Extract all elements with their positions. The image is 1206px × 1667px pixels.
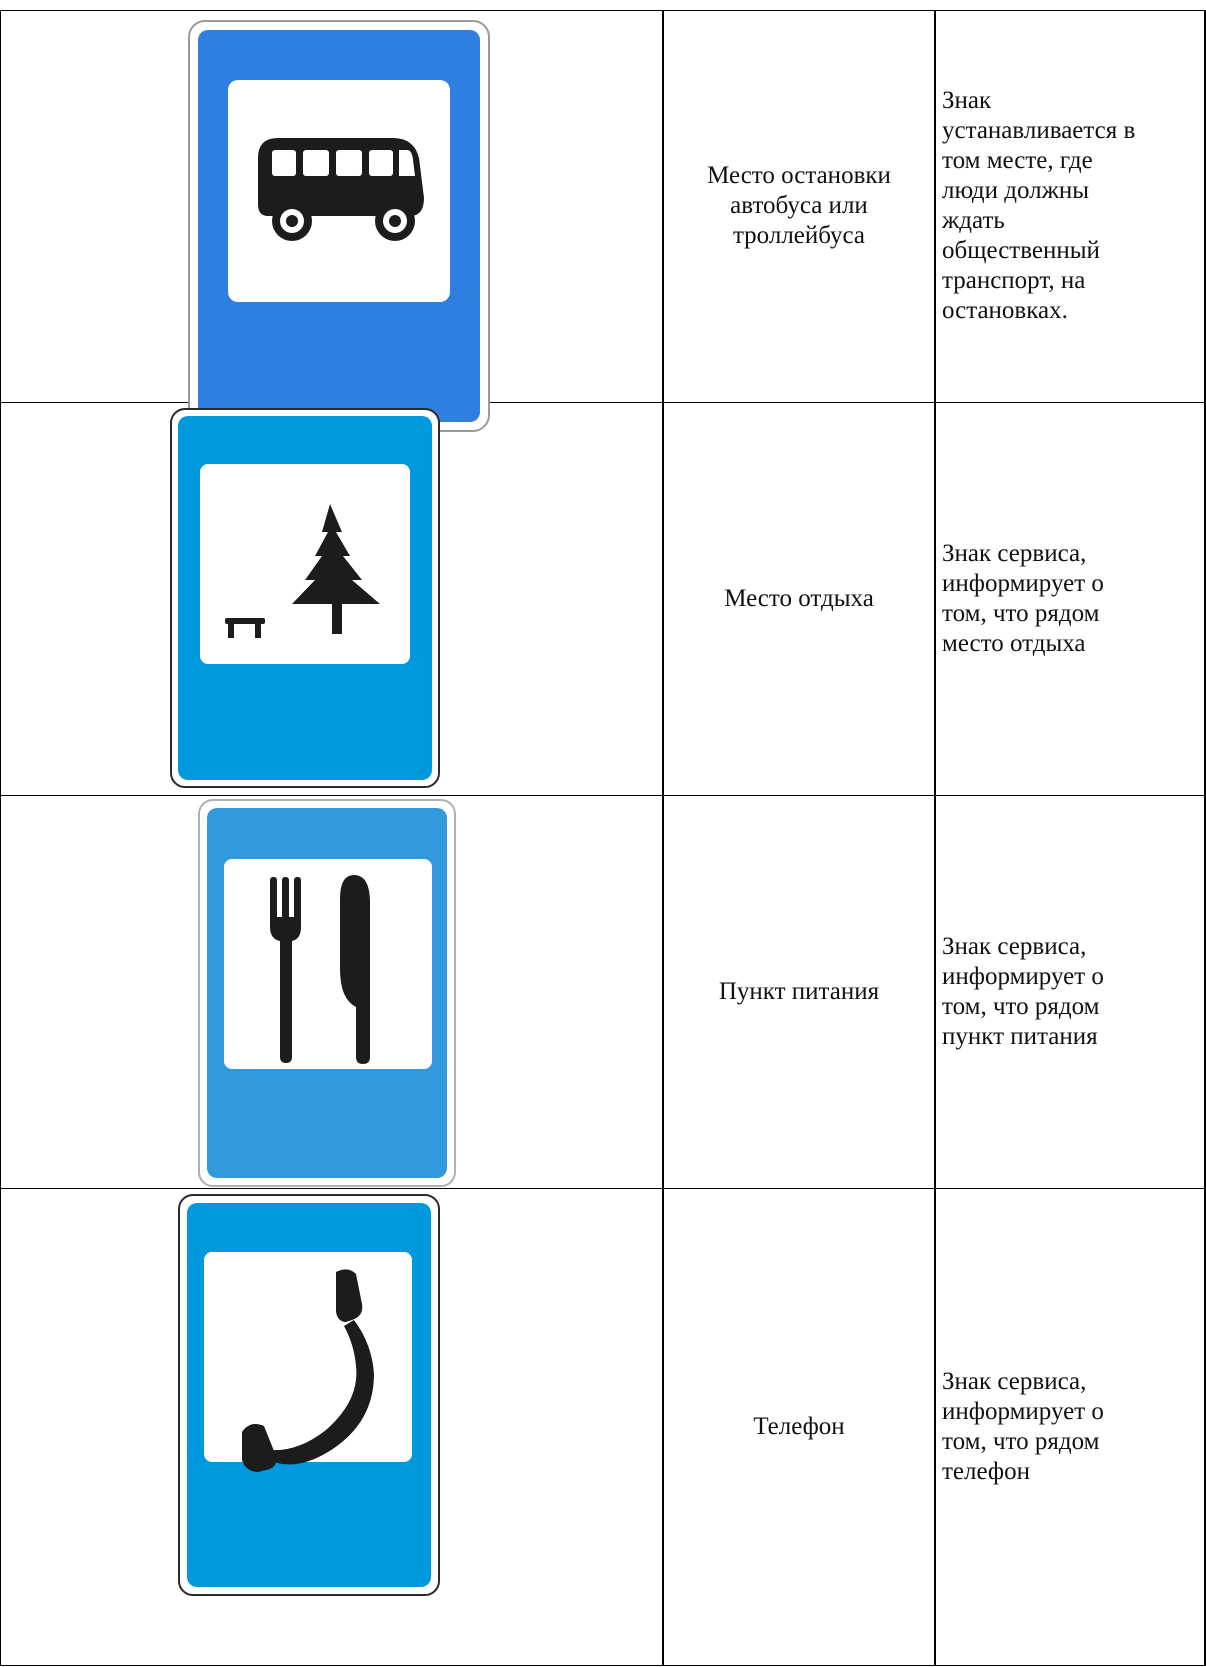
sign-cell — [0, 1188, 662, 1665]
sign-name: Место остановки автобуса или троллейбуса — [707, 162, 891, 249]
table-row — [0, 10, 1206, 402]
table-row — [0, 1188, 1206, 1665]
rest-area-sign — [170, 408, 440, 788]
table-row — [0, 402, 1206, 795]
sign-description: Знак сервиса, информирует о том, что рядом пункт питания — [942, 932, 1104, 1050]
sign-name-cell — [664, 402, 934, 795]
food-sign — [198, 799, 456, 1187]
bus-stop-sign — [188, 20, 490, 432]
sign-name-cell — [664, 10, 934, 402]
sign-name-cell — [664, 795, 934, 1188]
telephone-sign — [178, 1194, 440, 1596]
sign-description-cell — [936, 10, 1206, 402]
table-bottom-border — [0, 1665, 1206, 1666]
sign-name: Телефон — [753, 1412, 845, 1440]
sign-description: Знак устанавливается в том месте, где люди должны ждать общественный транспорт, на остановках. — [942, 87, 1136, 324]
sign-description: Знак сервиса, информирует о том, что рядом место отдыха — [942, 539, 1104, 657]
sign-name-cell — [664, 1188, 934, 1665]
sign-description-cell — [936, 795, 1206, 1188]
sign-cell — [0, 10, 662, 402]
sign-description-cell — [936, 1188, 1206, 1665]
sign-name: Пункт питания — [718, 977, 880, 1005]
sign-cell — [0, 795, 662, 1188]
sign-description-cell — [936, 402, 1206, 795]
sign-name: Место отдыха — [724, 584, 874, 612]
table-row — [0, 795, 1206, 1188]
sign-description: Знак сервиса, информирует о том, что рядом телефон — [942, 1367, 1104, 1485]
sign-cell — [0, 402, 662, 795]
